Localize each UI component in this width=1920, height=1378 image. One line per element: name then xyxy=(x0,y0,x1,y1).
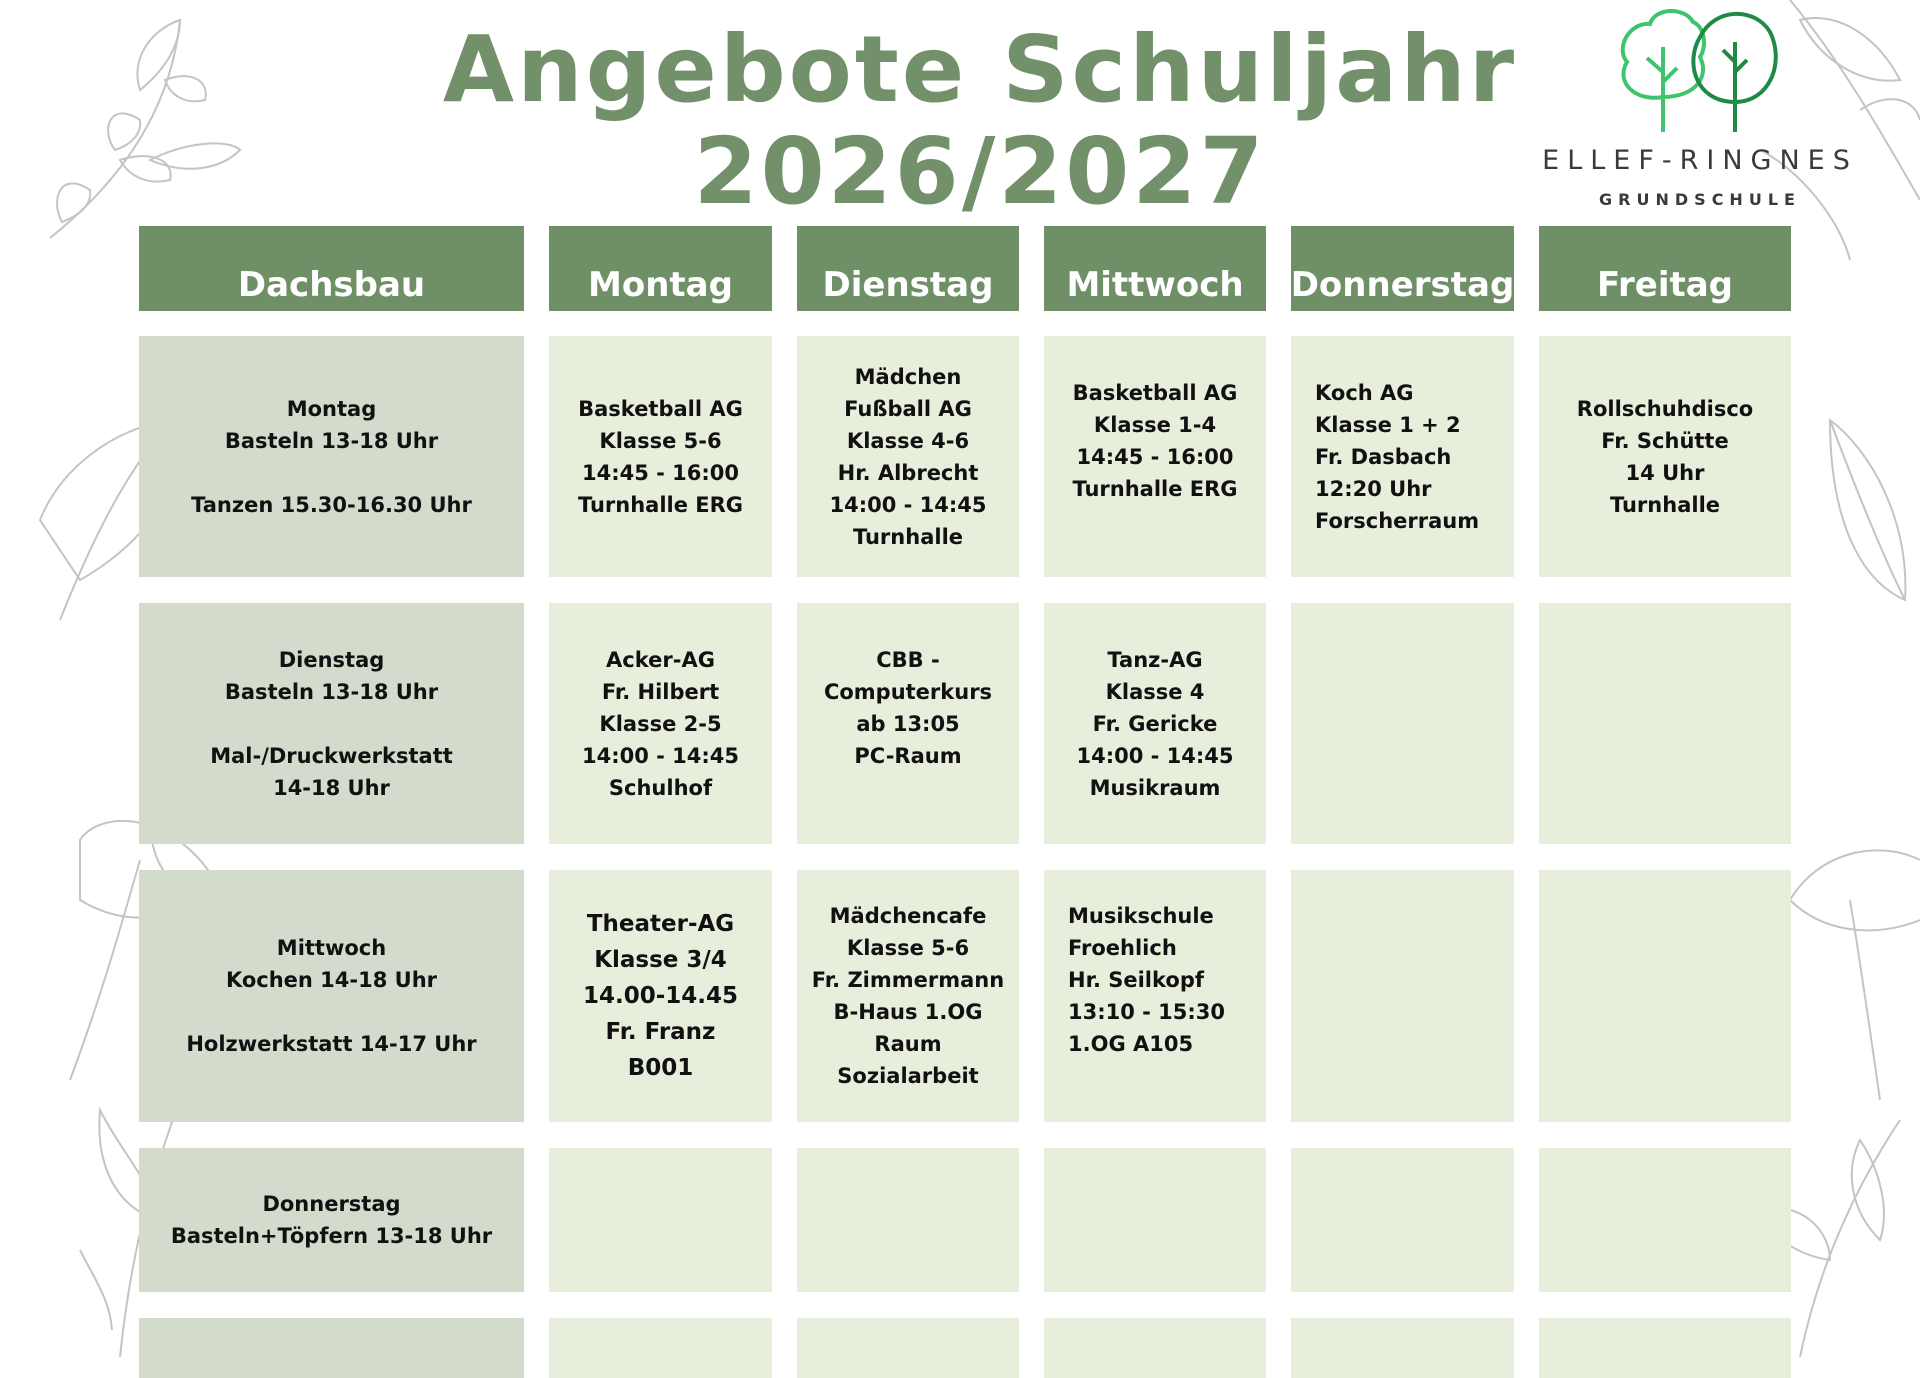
cell-text-line xyxy=(1151,505,1158,537)
ginkgo-right-icon xyxy=(1790,850,1920,1100)
cell-text-line: Tanz-AG xyxy=(1107,647,1203,672)
cell-text-line: Fußball AG xyxy=(844,396,972,421)
school-year: 2026/2027 xyxy=(693,118,1267,225)
cell-text-line: 12:20 Uhr xyxy=(1315,476,1432,501)
timetable-cell-dachsbau-row5 xyxy=(139,1318,524,1378)
cell-text-line: 14:00 - 14:45 xyxy=(829,492,987,517)
cell-text-line xyxy=(904,772,911,804)
cell-text-line: CBB - xyxy=(876,647,940,672)
cell-text-line: Fr. Schütte xyxy=(1601,428,1729,453)
column-header-dienstag: Dienstag xyxy=(797,226,1019,311)
timetable-cell-dachsbau-row2 xyxy=(139,603,524,844)
cell-text-line xyxy=(328,996,335,1028)
cell-text-line: Basteln 13-18 Uhr xyxy=(224,428,439,453)
timetable-cell-freitag-row2 xyxy=(1539,603,1791,844)
cell-text-line: Holzwerkstatt 14-17 Uhr xyxy=(186,1032,477,1056)
cell-text-line: Koch AG xyxy=(1315,380,1414,405)
timetable-cell-dienstag-row4 xyxy=(797,1148,1019,1292)
cell-text-line: Basteln+Töpfern 13-18 Uhr xyxy=(170,1224,493,1248)
timetable-cell-dienstag-row3 xyxy=(797,870,1019,1122)
column-header-montag: Montag xyxy=(549,226,772,311)
cell-text-line: Klasse 1-4 xyxy=(1093,412,1217,437)
cell-text-line: Montag xyxy=(286,396,377,421)
cell-text-line: Klasse 1 + 2 xyxy=(1315,412,1461,437)
cell-text-line: Klasse 4-6 xyxy=(846,428,970,453)
cell-text-line: Raum xyxy=(874,1032,942,1056)
timetable-cell-donnerstag-row4 xyxy=(1291,1148,1514,1292)
cell-text-line: Klasse 5-6 xyxy=(599,428,722,453)
timetable-cell-dienstag-row2 xyxy=(797,603,1019,844)
column-header-mittwoch: Mittwoch xyxy=(1044,226,1266,311)
timetable-cell-freitag-row1 xyxy=(1539,336,1791,577)
cell-text-line: Turnhalle ERG xyxy=(577,492,744,517)
cell-text-line: Mal-/Druckwerkstatt xyxy=(210,743,453,768)
timetable-cell-donnerstag-row2 xyxy=(1291,603,1514,844)
cell-text-line: 1.OG A105 xyxy=(1068,1032,1194,1056)
cell-text-line: Theater-AG xyxy=(586,911,735,937)
cell-text-line: Fr. Franz xyxy=(605,1019,716,1045)
cell-text-line: 14-18 Uhr xyxy=(273,775,390,800)
cell-text-line: Fr. Zimmermann xyxy=(811,968,1005,992)
timetable-cell-dachsbau-row1 xyxy=(139,336,524,577)
cell-text-line: Basketball AG xyxy=(1072,380,1238,405)
cell-text-line: 14.00-14.45 xyxy=(582,983,739,1009)
timetable-cell-donnerstag-row5 xyxy=(1291,1318,1514,1378)
timetable-cell-donnerstag-row1 xyxy=(1291,336,1514,577)
cell-text-line: Kochen 14-18 Uhr xyxy=(225,968,438,992)
page-title: Angebote Schuljahr xyxy=(442,16,1518,123)
timetable-cell-montag-row3 xyxy=(549,870,772,1122)
cell-text-line: Rollschuhdisco xyxy=(1576,396,1754,421)
school-type: GRUNDSCHULE xyxy=(1599,190,1801,209)
cell-text-line: Sozialarbeit xyxy=(837,1064,979,1088)
cell-text-line: PC-Raum xyxy=(854,743,962,768)
cell-text-line: Klasse 4 xyxy=(1105,679,1205,704)
timetable-cell-mittwoch-row4 xyxy=(1044,1148,1266,1292)
cell-text-line: Fr. Hilbert xyxy=(601,679,720,704)
cell-text-line xyxy=(328,708,335,740)
cell-text-line: ab 13:05 xyxy=(856,711,960,736)
timetable-cell-montag-row4 xyxy=(549,1148,772,1292)
cell-text-line xyxy=(328,457,335,489)
cell-text-line: Schulhof xyxy=(608,775,713,800)
timetable-cell-mittwoch-row3 xyxy=(1044,870,1266,1122)
school-logo xyxy=(1500,0,1900,215)
cell-text-line: Dienstag xyxy=(278,647,385,672)
cell-text-line: 14 Uhr xyxy=(1625,460,1705,485)
cell-text-line: Mädchencafe xyxy=(829,904,987,928)
cell-text-line: Acker-AG xyxy=(606,647,715,672)
cell-text-line: B001 xyxy=(627,1055,694,1081)
cell-text-line: Forscherraum xyxy=(1315,508,1480,533)
cell-text-line: Turnhalle xyxy=(1609,492,1721,517)
cell-text-line: Basketball AG xyxy=(578,396,743,421)
timetable-cell-montag-row2 xyxy=(549,603,772,844)
cell-text-line: 14:45 - 16:00 xyxy=(1076,444,1234,469)
cell-text-line: Musikraum xyxy=(1089,775,1221,800)
cell-text-line: 13:10 - 15:30 xyxy=(1068,1000,1226,1024)
cell-text-line: Donnerstag xyxy=(262,1192,401,1216)
timetable-cell-mittwoch-row5 xyxy=(1044,1318,1266,1378)
cell-text-line: Froehlich xyxy=(1068,936,1177,960)
cell-text-line: Tanzen 15.30-16.30 Uhr xyxy=(191,492,472,517)
cell-text-line: 14:00 - 14:45 xyxy=(1076,743,1234,768)
cell-text-line xyxy=(1068,1060,1075,1092)
timetable-cell-freitag-row5 xyxy=(1539,1318,1791,1378)
column-header-dachsbau: Dachsbau xyxy=(139,226,524,311)
cell-text-line: 14:45 - 16:00 xyxy=(581,460,740,485)
cell-text-line: 14:00 - 14:45 xyxy=(581,743,740,768)
timetable-cell-dachsbau-row4 xyxy=(139,1148,524,1292)
tree-logo-icon xyxy=(1605,2,1795,137)
cell-text-line: Turnhalle ERG xyxy=(1072,476,1238,501)
timetable-cell-freitag-row3 xyxy=(1539,870,1791,1122)
cell-text-line: Hr. Seilkopf xyxy=(1068,968,1204,992)
timetable-cell-dachsbau-row3 xyxy=(139,870,524,1122)
timetable-cell-dienstag-row1 xyxy=(797,336,1019,577)
cell-text-line: B-Haus 1.OG xyxy=(833,1000,983,1024)
cell-text-line: Klasse 5-6 xyxy=(846,936,970,960)
timetable-cell-mittwoch-row2 xyxy=(1044,603,1266,844)
cell-text-line: Fr. Gericke xyxy=(1092,711,1218,736)
cell-text-line: Klasse 3/4 xyxy=(594,947,727,973)
timetable-cell-montag-row1 xyxy=(549,336,772,577)
cell-text-line: Basteln 13-18 Uhr xyxy=(224,679,439,704)
cell-text-line: Hr. Albrecht xyxy=(837,460,979,485)
cell-text-line: Fr. Dasbach xyxy=(1315,444,1452,469)
leaf-right-middle-icon xyxy=(1830,420,1905,600)
cell-text-line: Musikschule xyxy=(1068,904,1214,928)
cell-text-line: Turnhalle xyxy=(852,524,964,549)
timetable-cell-donnerstag-row3 xyxy=(1291,870,1514,1122)
column-header-donnerstag: Donnerstag xyxy=(1291,226,1514,311)
leaf-branch-top-left-icon xyxy=(50,20,240,238)
cell-text-line: Mittwoch xyxy=(276,936,387,960)
timetable-cell-montag-row5 xyxy=(549,1318,772,1378)
column-header-freitag: Freitag xyxy=(1539,226,1791,311)
cell-text-line: Mädchen xyxy=(854,364,962,389)
timetable-cell-mittwoch-row1 xyxy=(1044,336,1266,577)
cell-text-line: Klasse 2-5 xyxy=(599,711,722,736)
cell-text-line: Computerkurs xyxy=(823,679,993,704)
timetable-cell-freitag-row4 xyxy=(1539,1148,1791,1292)
school-name: ELLEF-RINGNES xyxy=(1542,145,1858,176)
timetable-cell-dienstag-row5 xyxy=(797,1318,1019,1378)
